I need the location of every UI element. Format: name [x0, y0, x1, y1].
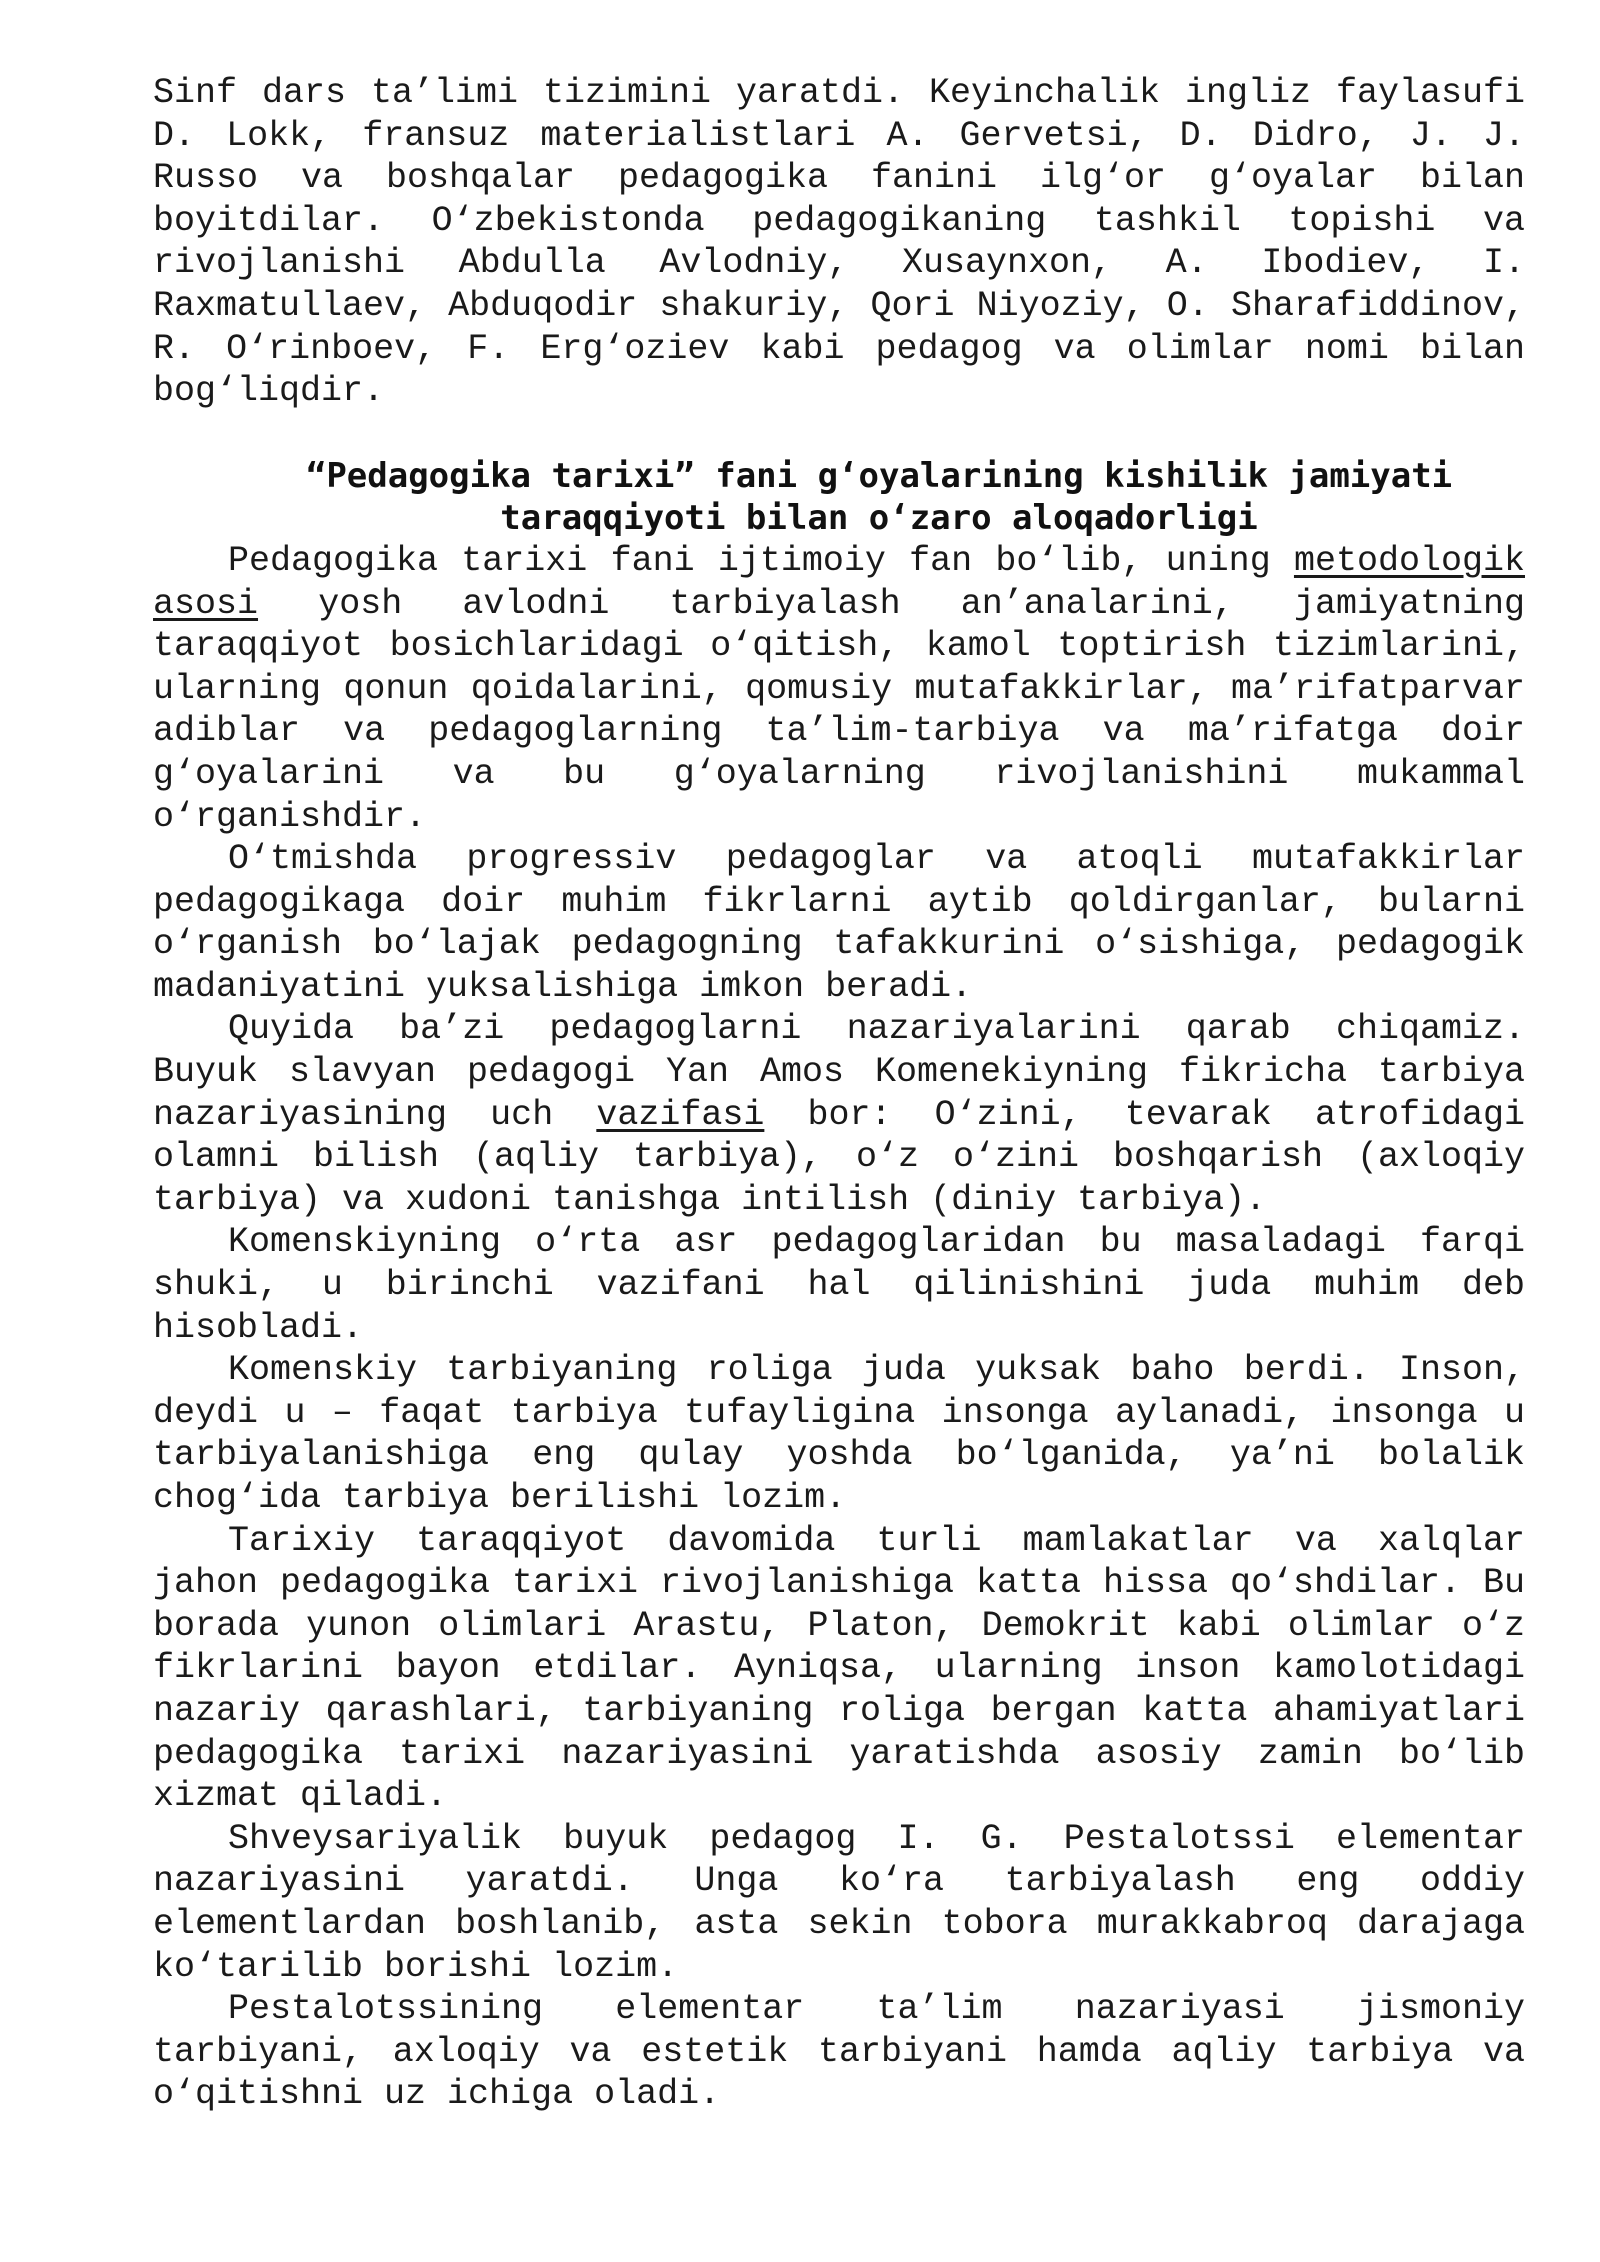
- paragraph-progressive-pedagogues: O‘tmishda progressiv pedagoglar va atoqli mutafakkirlar pedagogikaga doir muhim fikrlarni aytib qoldirganlar, bularni o‘rganish bo‘lajak pedagogning tafakkurini o‘sishiga, pedagogik madaniyatini yuksalishiga imkon beradi.: [153, 839, 1525, 1007]
- paragraph-comenius-theory: [153, 1008, 1525, 1221]
- paragraph-comenius-difference: Komenskiyning o‘rta asr pedagoglaridan bu masaladagi farqi shuki, u birinchi vazifani hal qilinishini juda muhim deb hisobladi.: [153, 1222, 1525, 1348]
- paragraph-methodology: [153, 540, 1525, 838]
- paragraph-comenius-end: bor: O‘zini, tevarak atrofidagi olamni bilish (aqliy tarbiya), o‘z o‘zini boshqarish (axloqiy tarbiya) va xudoni tanishga intilish (diniy tarbiya).: [153, 1094, 1525, 1220]
- paragraph-pestalozzi: Shveysariyalik buyuk pedagog I. G. Pestalotssi elementar nazariyasini yaratdi. Unga ko‘ra tarbiyalash eng oddiy elementlardan boshlanib, asta sekin tobora murakkabroq darajaga ko‘tarilib borishi lozim.: [153, 1818, 1525, 1987]
- intro-paragraph: Sinf dars ta’limi tizimini yaratdi. Keyinchalik ingliz faylasufi D. Lokk, fransuz materialistlari A. Gervetsi, D. Didro, J. J. Russo va boshqalar pedagogika fanini ilg‘or g‘oyalar bilan boyitdilar. O‘zbekistonda pedagogikaning tashkil topishi va rivojlanishi Abdulla Avlodniy, Xusaynxon, A. Ibodiev, I. Raxmatullaev, Abduqodir shakuriy, Qori Niyoziy, O. Sharafiddinov, R. O‘rinboev, F. Erg‘oziev kabi pedagog va olimlar nomi bilan bog‘liqdir.: [153, 73, 1525, 412]
- section-heading-line-1: “Pedagogika tarixi” fani g‘oyalarining kishilik jamiyati: [305, 455, 1453, 496]
- paragraph-pestalozzi-elementary: Pestalotssining elementar ta’lim nazariyasi jismoniy tarbiyani, axloqiy va estetik tarbiyani hamda aqliy tarbiya va o‘qitishni uz ichiga oladi.: [153, 1989, 1525, 2115]
- paragraph-comenius-start: Quyida ba’zi pedagoglarni nazariyalarini qarab chiqamiz. Buyuk slavyan pedagogi Yan Amos Komenekiyning fikricha tarbiya nazariyasining uch: [153, 1009, 1525, 1135]
- underlined-term-methodology: metodologik asosi: [153, 540, 1525, 624]
- paragraph-historical-development: Tarixiy taraqqiyot davomida turli mamlakatlar va xalqlar jahon pedagogika tarixi rivojlanishiga katta hissa qo‘shdilar. Bu borada yunon olimlari Arastu, Platon, Demokrit kabi olimlar o‘z fikrlarini bayon etdilar. Ayniqsa, ularning inson kamolotidagi nazariy qarashlari, tarbiyaning roliga bergan katta ahamiyatlari pedagogika tarixi nazariyasini yaratishda asosiy zamin bo‘lib xizmat qiladi.: [153, 1520, 1525, 1817]
- paragraph-comenius-role: Komenskiy tarbiyaning roliga juda yuksak baho berdi. Inson, deydi u – faqat tarbiya tufayligina insonga aylanadi, insonga u tarbiyalanishiga eng qulay yoshda bo‘lganida, ya’ni bolalik chog‘ida tarbiya berilishi lozim.: [153, 1350, 1525, 1518]
- document-page: [153, 72, 1525, 2116]
- section-heading: [153, 455, 1525, 540]
- section-heading-line-2: taraqqiyoti bilan o‘zaro aloqadorligi: [500, 498, 1258, 539]
- underlined-term-task: vazifasi: [596, 1094, 765, 1135]
- paragraph-methodology-end: yosh avlodni tarbiyalash an’analarini, jamiyatning taraqqiyot bosichlaridagi o‘qitish, kamol toptirish tizimlarini, ularning qonun qoidalarini, qomusiy mutafakkirlar, ma’rifatparvar adiblar va pedagoglarning ta’lim-tarbiya va ma’rifatga doir g‘oyalarini va bu g‘oyalarning rivojlanishini mukammal o‘rganishdir.: [153, 583, 1525, 837]
- paragraph-methodology-start: Pedagogika tarixi fani ijtimoiy fan bo‘lib, uning: [228, 540, 1294, 581]
